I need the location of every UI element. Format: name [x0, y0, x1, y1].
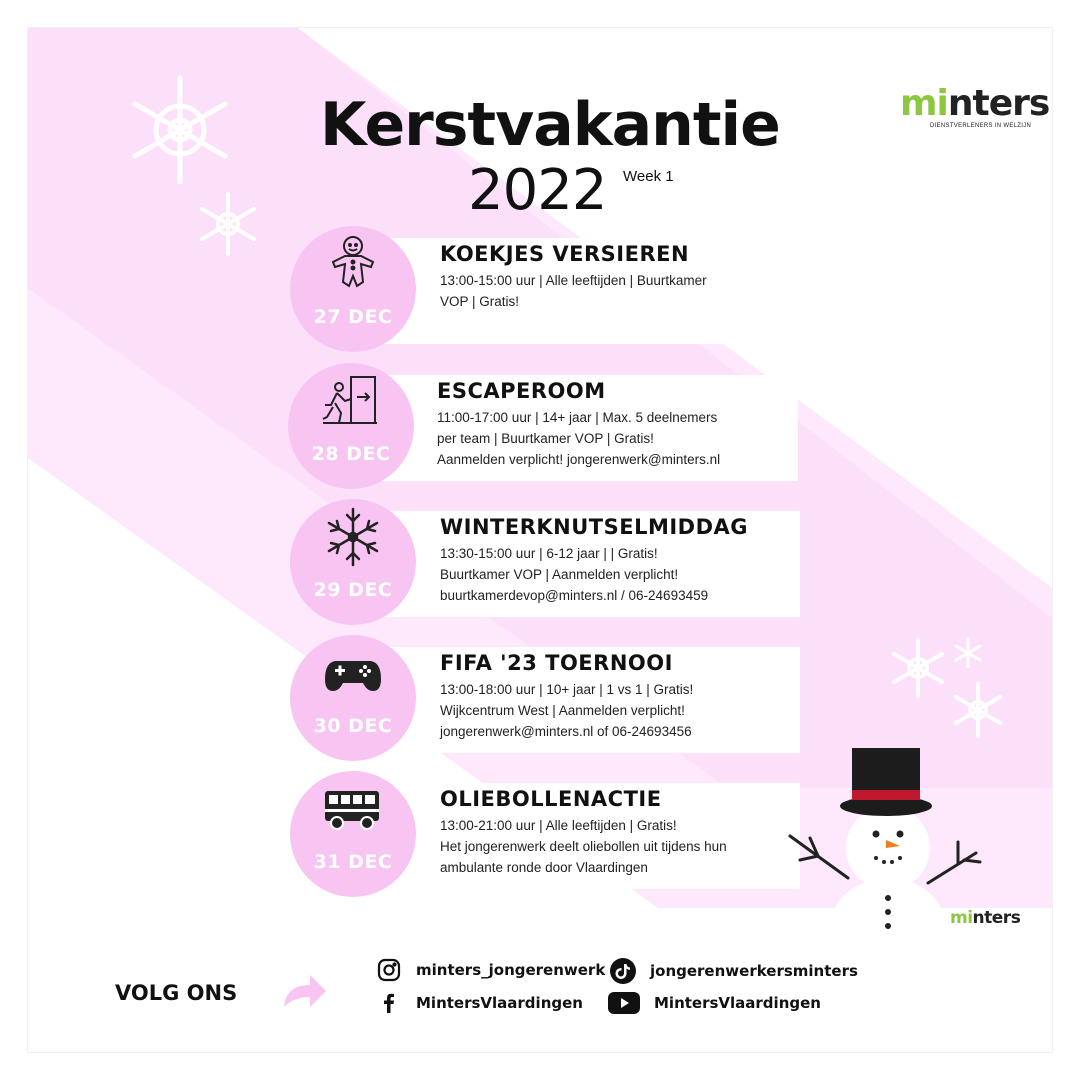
youtube-icon [608, 990, 640, 1016]
event-description: 13:00-18:00 uur | 10+ jaar | 1 vs 1 | Gratis! Wijkcentrum West | Aanmelden verplicht! jongerenwerk@minters.nl of 06-24693456 [440, 682, 694, 739]
instagram-handle: minters_jongerenwerk [416, 961, 606, 979]
youtube-handle: MintersVlaardingen [654, 994, 821, 1012]
arrow-right-icon [280, 971, 328, 1011]
week-label: Week 1 [623, 168, 674, 185]
event-date: 31 DEC [313, 851, 393, 873]
event-title: FIFA '23 TOERNOOI [440, 651, 673, 675]
event-card [288, 363, 808, 483]
event-title: WINTERKNUTSELMIDDAG [440, 515, 749, 539]
gingerbread-icon [323, 234, 383, 294]
event-description: 13:00-21:00 uur | Alle leeftijden | Gratis! Het jongerenwerk deelt oliebollen uit tijdens hun ambulante ronde door Vlaardingen [440, 818, 727, 875]
tiktok-handle: jongerenwerkersminters [650, 962, 858, 980]
event-description: 13:00-15:00 uur | Alle leeftijden | Buurtkamer VOP | Gratis! [440, 273, 707, 309]
page-title: Kerstvakantie [320, 90, 780, 160]
youtube-link[interactable] [608, 990, 821, 1016]
event-date: 30 DEC [313, 715, 393, 737]
gamepad-icon [323, 643, 383, 703]
minters-logo: minters DIENSTVERLENERS IN WELZIJN [900, 86, 1052, 132]
event-description: 13:30-15:00 uur | 6-12 jaar | | Gratis! Buurtkamer VOP | Aanmelden verplicht! buurtkamerdevop@minters.nl / 06-24693459 [440, 546, 709, 603]
event-title: OLIEBOLLENACTIE [440, 787, 662, 811]
tiktok-icon [610, 958, 636, 984]
facebook-icon [376, 990, 402, 1016]
poster [28, 28, 1052, 1052]
event-title: ESCAPEROOM [437, 379, 606, 403]
event-description: 11:00-17:00 uur | 14+ jaar | Max. 5 deelnemers per team | Buurtkamer VOP | Gratis! Aanmelden verplicht! jongerenwerk@minters.nl [437, 410, 721, 467]
snowflake-icon [323, 507, 383, 567]
event-card [290, 771, 810, 891]
follow-us-label: VOLG ONS [115, 981, 238, 1005]
event-date: 27 DEC [313, 306, 393, 328]
event-card [290, 226, 810, 346]
event-date: 29 DEC [313, 579, 393, 601]
logo-tagline: DIENSTVERLENERS IN WELZIJN [930, 123, 1032, 129]
event-title: KOEKJES VERSIEREN [440, 242, 690, 266]
instagram-icon [376, 957, 402, 983]
van-icon [323, 779, 383, 839]
event-card [290, 499, 810, 619]
tiktok-link[interactable] [610, 958, 858, 984]
instagram-link[interactable] [376, 957, 605, 983]
facebook-link[interactable] [376, 990, 583, 1016]
facebook-handle: MintersVlaardingen [416, 994, 583, 1012]
escape-door-icon [321, 371, 381, 431]
year-label: 2022 [468, 158, 607, 223]
snowman-illustration [788, 738, 998, 968]
event-date: 28 DEC [311, 443, 391, 465]
small-minters-logo: minters [950, 908, 1021, 928]
event-card [290, 635, 810, 755]
